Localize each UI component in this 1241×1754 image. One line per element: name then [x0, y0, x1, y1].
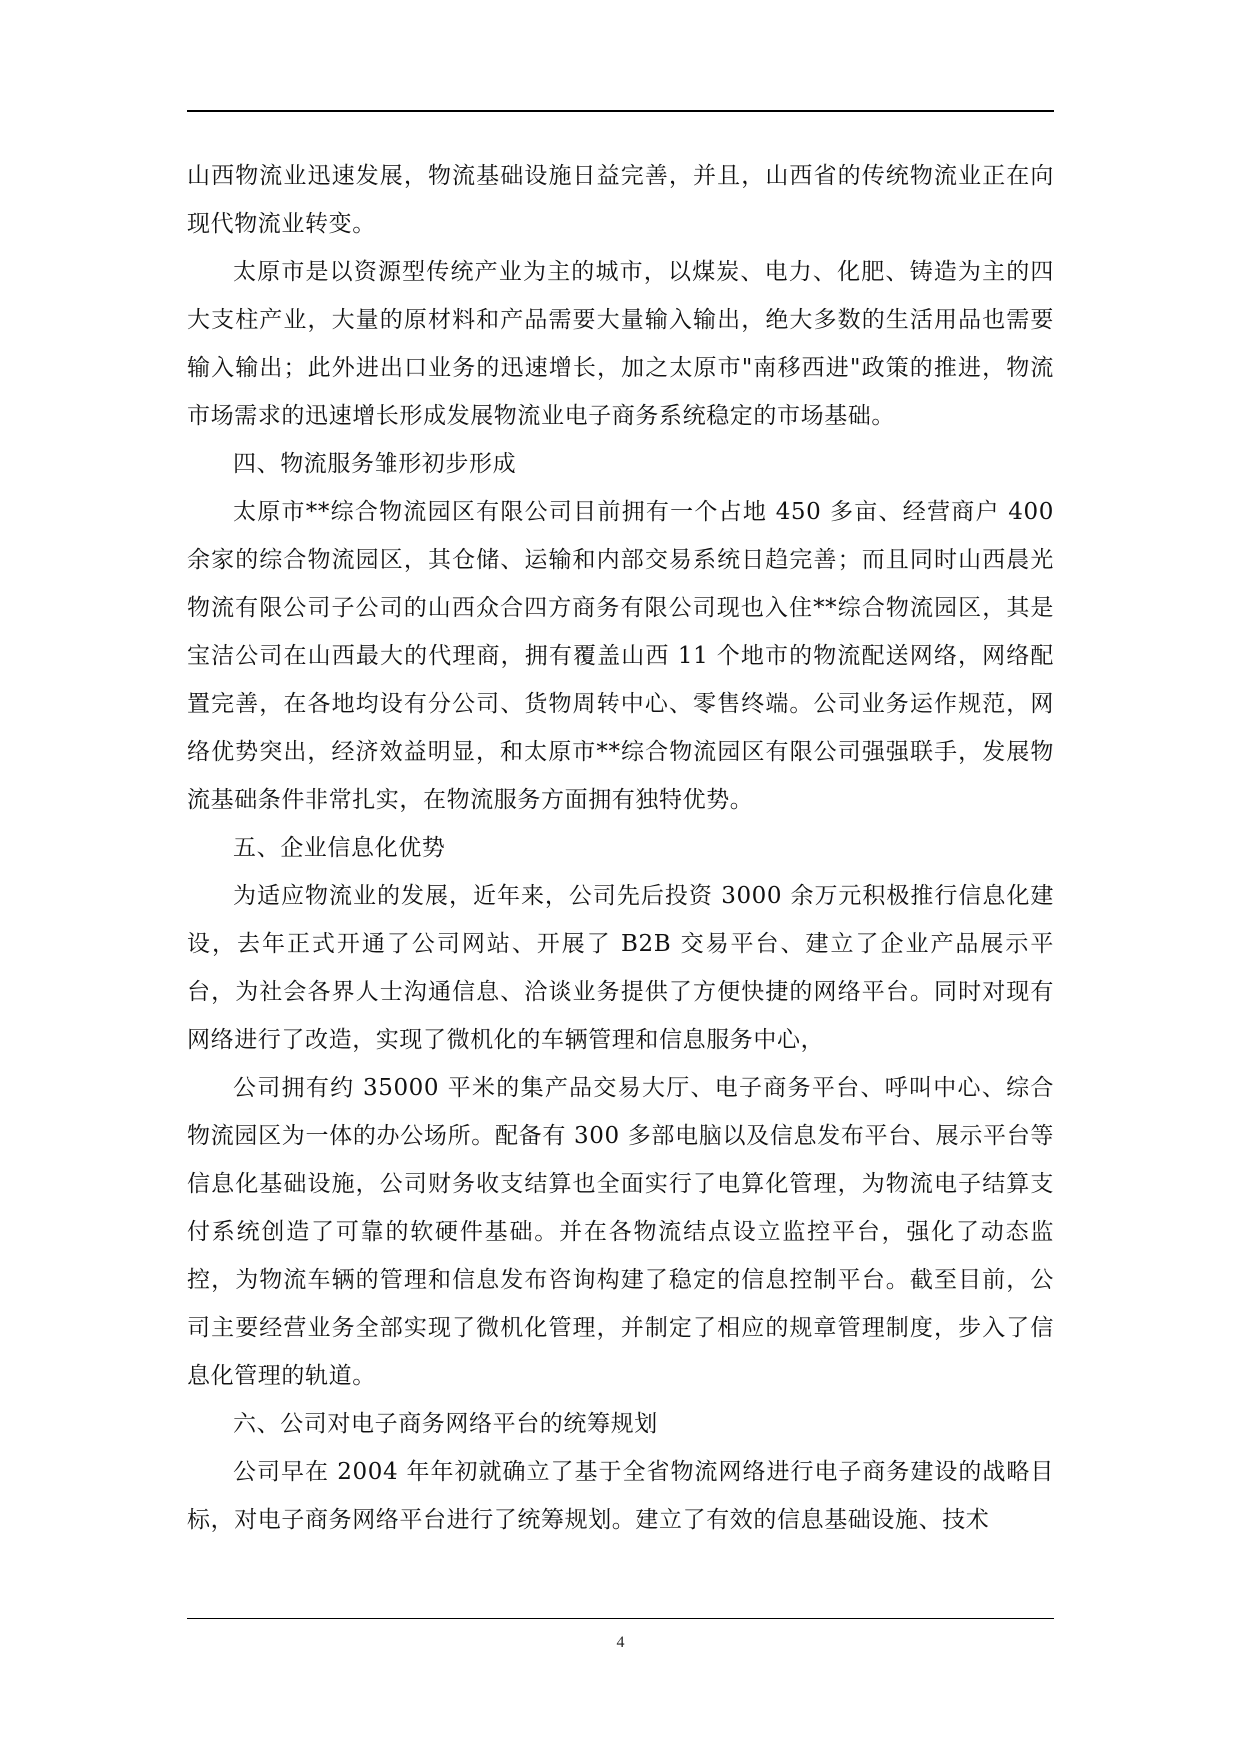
paragraph-taiyuan-industry: 太原市是以资源型传统产业为主的城市，以煤炭、电力、化肥、铸造为主的四大支柱产业，大量的原材料和产品需要大量输入输出，绝大多数的生活用品也需要输入输出；此外进出口业务的迅速增长，加之太原市"南移西进"政策的推进，物流市场需求的迅速增长形成发展物流业电子商务系统稳定的市场基础。: [187, 259, 1054, 429]
paragraph-informatization-investment: 为适应物流业的发展，近年来，公司先后投资 3000 余万元积极推行信息化建设，去年正式开通了公司网站、开展了 B2B 交易平台、建立了企业产品展示平台，为社会各界人士沟通信息、洽谈业务提供了方便快捷的网络平台。同时对现有网络进行了改造，实现了微机化的车辆管理和信息服务中心，: [187, 883, 1054, 1053]
paragraph-logistics-park: 太原市**综合物流园区有限公司目前拥有一个占地 450 多亩、经营商户 400 余家的综合物流园区，其仓储、运输和内部交易系统日趋完善；而且同时山西晨光物流有限公司子公司的山西众合四方商务有限公司现也入住**综合物流园区，其是宝洁公司在山西最大的代理商，拥有覆盖山西 11 个地市的物流配送网络，网络配置完善，在各地均设有分公司、货物周转中心、零售终端。公司业务运作规范，网络优势突出，经济效益明显，和太原市**综合物流园区有限公司强强联手，发展物流基础条件非常扎实，在物流服务方面拥有独特优势。: [187, 499, 1054, 813]
document-body: [187, 152, 1054, 1544]
footer-rule: [187, 1618, 1054, 1619]
paragraph-ecommerce-planning: 公司早在 2004 年年初就确立了基于全省物流网络进行电子商务建设的战略目标，对电子商务网络平台进行了统筹规划。建立了有效的信息基础设施、技术: [187, 1459, 1054, 1533]
section-heading-6: 六、公司对电子商务网络平台的统筹规划: [233, 1411, 658, 1437]
paragraph-office-facilities: 公司拥有约 35000 平米的集产品交易大厅、电子商务平台、呼叫中心、综合物流园区为一体的办公场所。配备有 300 多部电脑以及信息发布平台、展示平台等信息化基础设施，公司财务收支结算也全面实行了电算化管理，为物流电子结算支付系统创造了可靠的软硬件基础。并在各物流结点设立监控平台，强化了动态监控，为物流车辆的管理和信息发布咨询构建了稳定的信息控制平台。截至目前，公司主要经营业务全部实现了微机化管理，并制定了相应的规章管理制度，步入了信息化管理的轨道。: [187, 1075, 1054, 1389]
section-heading-5: 五、企业信息化优势: [233, 835, 446, 861]
section-heading-4: 四、物流服务雏形初步形成: [233, 451, 517, 477]
page-number: 4: [616, 1634, 625, 1651]
paragraph-continuation: 山西物流业迅速发展，物流基础设施日益完善，并且，山西省的传统物流业正在向现代物流业转变。: [187, 163, 1054, 237]
header-rule: [187, 110, 1054, 112]
